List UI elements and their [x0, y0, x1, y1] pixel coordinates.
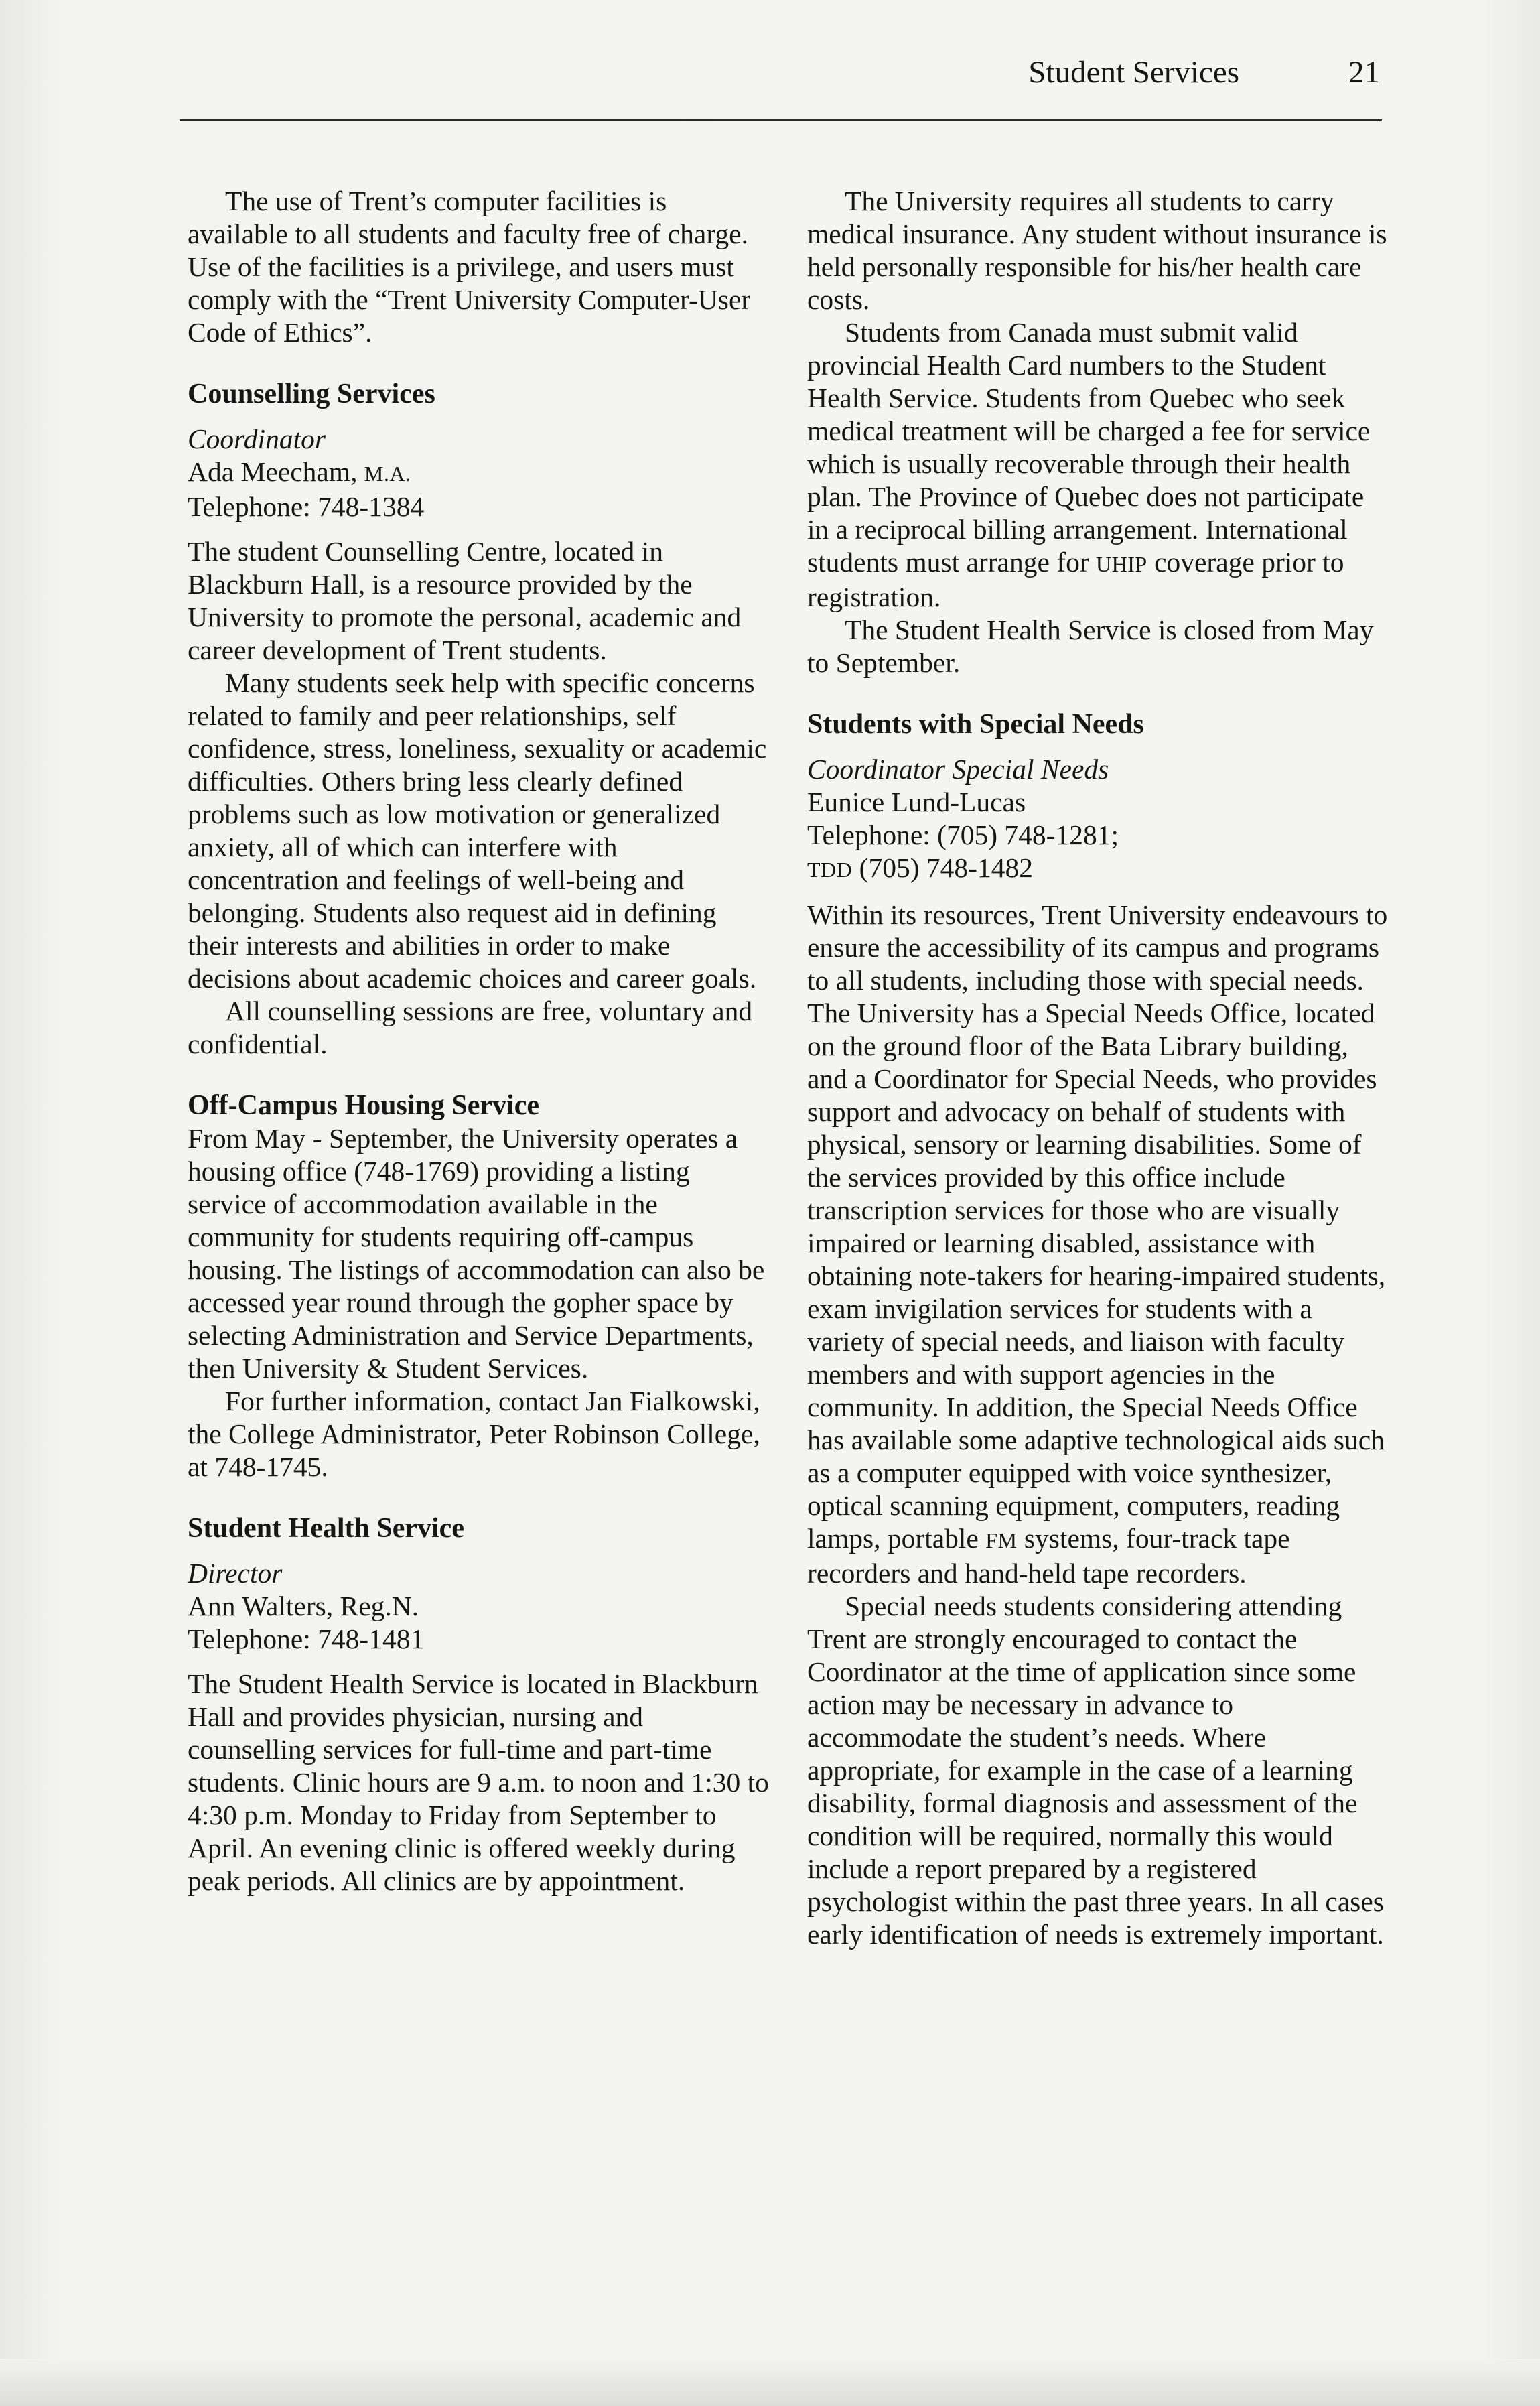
special-needs-paragraph-1-text: Within its resources, Trent University endeavours to ensure the accessibility of its campus and programs to all students, including those with special needs. The University has a Special Needs Office, located on the ground floor of the Bata Library building, and a Coordinator for Special Needs, who provides support and advocacy on behalf of students with physical, sensory or learning disabilities. Some of the services provided by this office include transcription services for those who are visually impaired or learning disabled, assistance with obtaining note-takers for hearing-impaired students, exam invigilation services for students with a variety of special needs, and liaison with faculty members and with support agencies in the community. In addition, the Special Needs Office has available some adaptive technological aids such as a computer equipped with voice synthesizer, optical scanning equipment, computers, reading lamps, portable — [807, 899, 1388, 1554]
special-needs-heading: Students with Special Needs — [807, 709, 1144, 740]
page-bottom-edge — [0, 2359, 1540, 2406]
special-needs-role: Coordinator Special Needs — [807, 754, 1109, 785]
health-name: Ann Walters, Reg.N. — [188, 1591, 419, 1621]
insurance-paragraph-2 — [807, 316, 1391, 614]
special-needs-paragraph-2: Special needs students considering attending Trent are strongly encouraged to contact the Coordinator at the time of application since some action may be necessary in advance to accommodate the student’s needs. Where appropriate, for example in the case of a learning disability, formal diagnosis and assessment of the condition will be required, normally this would include a report prepared by a registered psychologist within the past three years. In all cases early identification of needs is extremely important. — [807, 1591, 1384, 1950]
tdd-number: (705) 748-1482 — [859, 852, 1033, 883]
special-needs-phone: Telephone: (705) 748-1281; — [807, 819, 1119, 850]
uhip-abbreviation: UHIP — [1096, 552, 1147, 576]
counselling-paragraph-2: Many students seek help with specific concerns related to family and peer relationships, self confidence, stress, loneliness, sexuality or academic difficulties. Others bring less clearly defined problems such as low motivation or generalized anxiety, all of which can interfere with concentration and feelings of well-being and belonging. Students also request aid in defining their interests and abilities in order to make decisions about academic choices and career goals. — [188, 667, 767, 994]
computer-facilities-paragraph: The use of Trent’s computer facilities is available to all students and faculty free of charge. Use of the facilities is a privilege, and users must comply with the “Trent University Computer-User Code of Ethics”. — [188, 186, 751, 348]
insurance-paragraph-2-text: Students from Canada must submit valid provincial Health Card numbers to the Student Health Service. Students from Quebec who seek medical treatment will be charged a fee for service which is usually recoverable through their health plan. The Province of Quebec does not participate in a reciprocal billing arrangement. International students must arrange for — [807, 317, 1371, 578]
running-head-title: Student Services — [1028, 55, 1239, 90]
insurance-paragraph-2-end: coverage prior to registration. — [807, 547, 1344, 612]
health-paragraph-1: The Student Health Service is located in Blackburn Hall and provides physician, nursing and counselling services for full-time and part-time students. Clinic hours are 9 a.m. to noon and 1:30 to 4:30 p.m. Monday to Friday from September to April. An evening clinic is offered weekly during peak periods. All clinics are by appointment. — [188, 1668, 769, 1896]
special-needs-paragraph-1 — [807, 898, 1391, 1590]
special-needs-tdd — [807, 852, 1391, 886]
page-number: 21 — [1348, 55, 1380, 90]
health-heading: Student Health Service — [188, 1513, 464, 1544]
counselling-phone: Telephone: 748-1384 — [188, 491, 425, 522]
tdd-label: TDD — [807, 858, 853, 882]
left-column — [188, 185, 772, 1897]
counselling-contact-name — [188, 456, 772, 490]
housing-paragraph-1: From May - September, the University operates a housing office (748-1769) providing a listing service of accommodation available in the community for students requiring off-campus housing. The listings of accommodation can also be accessed year round through the gopher space by selecting Administration and Service Departments, then University & Student Services. — [188, 1123, 765, 1384]
insurance-paragraph-3: The Student Health Service is closed from May to September. — [807, 614, 1374, 678]
header-rule — [180, 119, 1382, 121]
counselling-credential: M.A. — [364, 462, 411, 486]
counselling-heading: Counselling Services — [188, 379, 435, 409]
special-needs-name: Eunice Lund-Lucas — [807, 787, 1026, 817]
fm-abbreviation: FM — [985, 1528, 1018, 1552]
insurance-paragraph-1: The University requires all students to carry medical insurance. Any student without insurance is held personally responsible for his/her health care costs. — [807, 186, 1387, 315]
counselling-name: Ada Meecham, — [188, 456, 358, 487]
running-head — [181, 47, 1380, 101]
health-phone: Telephone: 748-1481 — [188, 1623, 425, 1654]
right-column — [807, 185, 1391, 1951]
counselling-paragraph-3: All counselling sessions are free, voluntary and confidential. — [188, 996, 753, 1059]
counselling-role: Coordinator — [188, 423, 326, 454]
health-role: Director — [188, 1558, 283, 1589]
special-needs-paragraph-1-end: systems, four-track tape recorders and hand-held tape recorders. — [807, 1523, 1290, 1589]
housing-heading: Off-Campus Housing Service — [188, 1090, 539, 1121]
counselling-paragraph-1: The student Counselling Centre, located in Blackburn Hall, is a resource provided by the University to promote the personal, academic and career development of Trent students. — [188, 536, 742, 665]
housing-paragraph-2: For further information, contact Jan Fialkowski, the College Administrator, Peter Robinson College, at 748-1745. — [188, 1386, 760, 1482]
